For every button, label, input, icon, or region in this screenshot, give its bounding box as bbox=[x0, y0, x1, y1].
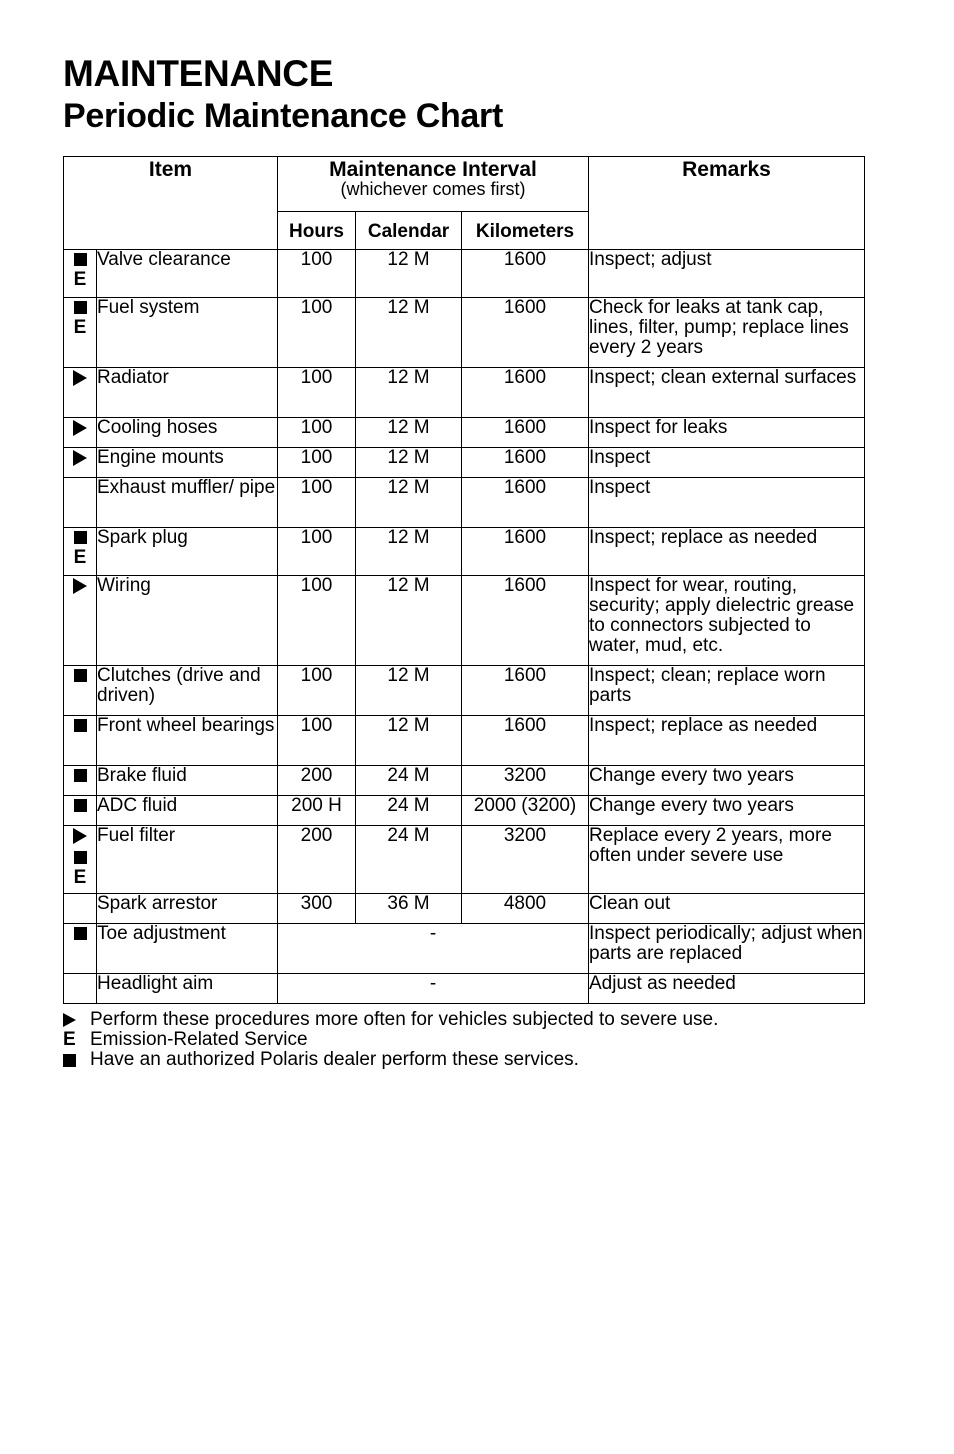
row-remarks: Inspect; replace as needed bbox=[589, 716, 865, 766]
legend-text: Have an authorized Polaris dealer perform these services. bbox=[90, 1049, 579, 1070]
emission-e-icon: E bbox=[73, 269, 87, 290]
emission-e-icon: E bbox=[63, 1029, 76, 1050]
row-hours: 200 bbox=[278, 826, 356, 894]
square-icon bbox=[64, 716, 96, 736]
row-item: Spark arrestor bbox=[97, 894, 278, 924]
row-calendar: 24 M bbox=[356, 766, 462, 796]
row-kilometers: 1600 bbox=[462, 528, 589, 576]
row-item: Headlight aim bbox=[97, 974, 278, 1004]
table-row bbox=[64, 716, 865, 766]
row-kilometers: 1600 bbox=[462, 368, 589, 418]
table-row bbox=[64, 528, 865, 576]
row-kilometers: 3200 bbox=[462, 826, 589, 894]
table-row bbox=[64, 974, 865, 1004]
row-remarks: Inspect; clean; replace worn parts bbox=[589, 666, 865, 716]
row-item: ADC fluid bbox=[97, 796, 278, 826]
row-item: Front wheel bearings bbox=[97, 716, 278, 766]
triangle-icon bbox=[63, 1013, 90, 1027]
row-hours: 100 bbox=[278, 368, 356, 418]
square-icon bbox=[64, 298, 96, 318]
row-item: Fuel system bbox=[97, 298, 278, 368]
row-interval-merged: - bbox=[278, 974, 589, 1004]
row-symbols bbox=[64, 826, 97, 894]
row-calendar: 24 M bbox=[356, 796, 462, 826]
row-calendar: 36 M bbox=[356, 894, 462, 924]
row-kilometers: 3200 bbox=[462, 766, 589, 796]
header-item: Item bbox=[64, 157, 278, 250]
row-symbols bbox=[64, 528, 97, 576]
emission-e-icon: E bbox=[73, 547, 87, 568]
page-title: MAINTENANCE bbox=[63, 53, 334, 94]
row-symbols bbox=[64, 974, 97, 1004]
triangle-icon bbox=[64, 576, 96, 598]
row-calendar: 12 M bbox=[356, 368, 462, 418]
row-kilometers: 1600 bbox=[462, 250, 589, 298]
row-calendar: 12 M bbox=[356, 448, 462, 478]
square-icon bbox=[64, 666, 96, 686]
row-hours: 100 bbox=[278, 298, 356, 368]
legend-text: Emission-Related Service bbox=[90, 1029, 308, 1050]
legend-text: Perform these procedures more often for vehicles subjected to severe use. bbox=[90, 1009, 719, 1030]
row-item: Brake fluid bbox=[97, 766, 278, 796]
row-symbols bbox=[64, 576, 97, 666]
row-symbols bbox=[64, 716, 97, 766]
row-symbols bbox=[64, 894, 97, 924]
row-kilometers: 4800 bbox=[462, 894, 589, 924]
header-calendar: Calendar bbox=[356, 212, 462, 250]
row-hours: 200 bbox=[278, 766, 356, 796]
row-remarks: Inspect for leaks bbox=[589, 418, 865, 448]
table-row bbox=[64, 666, 865, 716]
legend bbox=[63, 1010, 718, 1070]
row-item: Valve clearance bbox=[97, 250, 278, 298]
table-row bbox=[64, 766, 865, 796]
triangle-icon bbox=[64, 418, 96, 440]
row-item: Radiator bbox=[97, 368, 278, 418]
emission-e-icon: E bbox=[73, 867, 87, 888]
row-hours: 100 bbox=[278, 666, 356, 716]
row-hours: 100 bbox=[278, 250, 356, 298]
row-item: Fuel filter bbox=[97, 826, 278, 894]
row-kilometers: 1600 bbox=[462, 576, 589, 666]
row-calendar: 12 M bbox=[356, 418, 462, 448]
row-remarks: Check for leaks at tank cap, lines, filter, pump; replace lines every 2 years bbox=[589, 298, 865, 368]
row-symbols bbox=[64, 250, 97, 298]
table-body bbox=[64, 250, 865, 1004]
row-symbols bbox=[64, 298, 97, 368]
row-calendar: 24 M bbox=[356, 826, 462, 894]
row-hours: 100 bbox=[278, 478, 356, 528]
row-symbols bbox=[64, 666, 97, 716]
row-item: Toe adjustment bbox=[97, 924, 278, 974]
row-remarks: Inspect bbox=[589, 478, 865, 528]
square-icon bbox=[64, 848, 96, 868]
legend-item bbox=[63, 1050, 718, 1070]
legend-item bbox=[63, 1010, 718, 1030]
row-item: Exhaust muffler/ pipe bbox=[97, 478, 278, 528]
row-kilometers: 1600 bbox=[462, 298, 589, 368]
row-remarks: Adjust as needed bbox=[589, 974, 865, 1004]
row-symbols bbox=[64, 478, 97, 528]
row-item: Cooling hoses bbox=[97, 418, 278, 448]
triangle-icon bbox=[64, 368, 96, 390]
row-remarks: Inspect; clean external surfaces bbox=[589, 368, 865, 418]
legend-item bbox=[63, 1030, 718, 1050]
row-calendar: 12 M bbox=[356, 298, 462, 368]
header-interval bbox=[278, 157, 589, 212]
row-hours: 100 bbox=[278, 716, 356, 766]
row-remarks: Inspect; replace as needed bbox=[589, 528, 865, 576]
triangle-icon bbox=[64, 826, 96, 848]
row-remarks: Clean out bbox=[589, 894, 865, 924]
row-item: Wiring bbox=[97, 576, 278, 666]
row-symbols bbox=[64, 766, 97, 796]
row-hours: 100 bbox=[278, 448, 356, 478]
row-symbols bbox=[64, 448, 97, 478]
table-row bbox=[64, 448, 865, 478]
row-symbols bbox=[64, 924, 97, 974]
header-kilometers: Kilometers bbox=[462, 212, 589, 250]
row-remarks: Replace every 2 years, more often under severe use bbox=[589, 826, 865, 894]
row-calendar: 12 M bbox=[356, 716, 462, 766]
row-remarks: Inspect bbox=[589, 448, 865, 478]
row-hours: 300 bbox=[278, 894, 356, 924]
page bbox=[63, 52, 864, 1070]
header-interval-note: (whichever comes first) bbox=[340, 179, 526, 199]
row-kilometers: 1600 bbox=[462, 418, 589, 448]
row-hours: 100 bbox=[278, 576, 356, 666]
table-row bbox=[64, 826, 865, 894]
row-remarks: Change every two years bbox=[589, 766, 865, 796]
row-kilometers: 1600 bbox=[462, 716, 589, 766]
row-hours: 200 H bbox=[278, 796, 356, 826]
row-symbols bbox=[64, 796, 97, 826]
row-item: Clutches (drive and driven) bbox=[97, 666, 278, 716]
maintenance-table bbox=[63, 156, 865, 1004]
row-kilometers: 1600 bbox=[462, 448, 589, 478]
triangle-icon bbox=[64, 448, 96, 470]
table-row bbox=[64, 250, 865, 298]
table-row bbox=[64, 478, 865, 528]
row-kilometers: 1600 bbox=[462, 478, 589, 528]
row-symbols bbox=[64, 418, 97, 448]
page-subtitle: Periodic Maintenance Chart bbox=[63, 97, 503, 135]
row-calendar: 12 M bbox=[356, 478, 462, 528]
table-row bbox=[64, 576, 865, 666]
row-item: Engine mounts bbox=[97, 448, 278, 478]
row-hours: 100 bbox=[278, 528, 356, 576]
table-row bbox=[64, 368, 865, 418]
row-item: Spark plug bbox=[97, 528, 278, 576]
row-remarks: Inspect for wear, routing, security; apply dielectric grease to connectors subjected to water, mud, etc. bbox=[589, 576, 865, 666]
header-hours: Hours bbox=[278, 212, 356, 250]
table-row bbox=[64, 894, 865, 924]
header-interval-label: Maintenance Interval bbox=[329, 158, 537, 181]
row-symbols bbox=[64, 368, 97, 418]
square-icon bbox=[64, 924, 96, 944]
row-interval-merged: - bbox=[278, 924, 589, 974]
row-calendar: 12 M bbox=[356, 528, 462, 576]
square-icon bbox=[63, 1054, 90, 1067]
row-hours: 100 bbox=[278, 418, 356, 448]
table-row bbox=[64, 924, 865, 974]
row-remarks: Inspect; adjust bbox=[589, 250, 865, 298]
row-remarks: Change every two years bbox=[589, 796, 865, 826]
square-icon bbox=[64, 528, 96, 548]
row-kilometers: 2000 (3200) bbox=[462, 796, 589, 826]
square-icon bbox=[64, 250, 96, 270]
row-kilometers: 1600 bbox=[462, 666, 589, 716]
table-row bbox=[64, 418, 865, 448]
row-calendar: 12 M bbox=[356, 576, 462, 666]
row-remarks: Inspect periodically; adjust when parts are replaced bbox=[589, 924, 865, 974]
square-icon bbox=[64, 766, 96, 786]
row-calendar: 12 M bbox=[356, 250, 462, 298]
square-icon bbox=[64, 796, 96, 816]
row-calendar: 12 M bbox=[356, 666, 462, 716]
header-remarks: Remarks bbox=[589, 157, 865, 250]
emission-e-icon: E bbox=[73, 317, 87, 338]
table-row bbox=[64, 796, 865, 826]
table-row bbox=[64, 298, 865, 368]
